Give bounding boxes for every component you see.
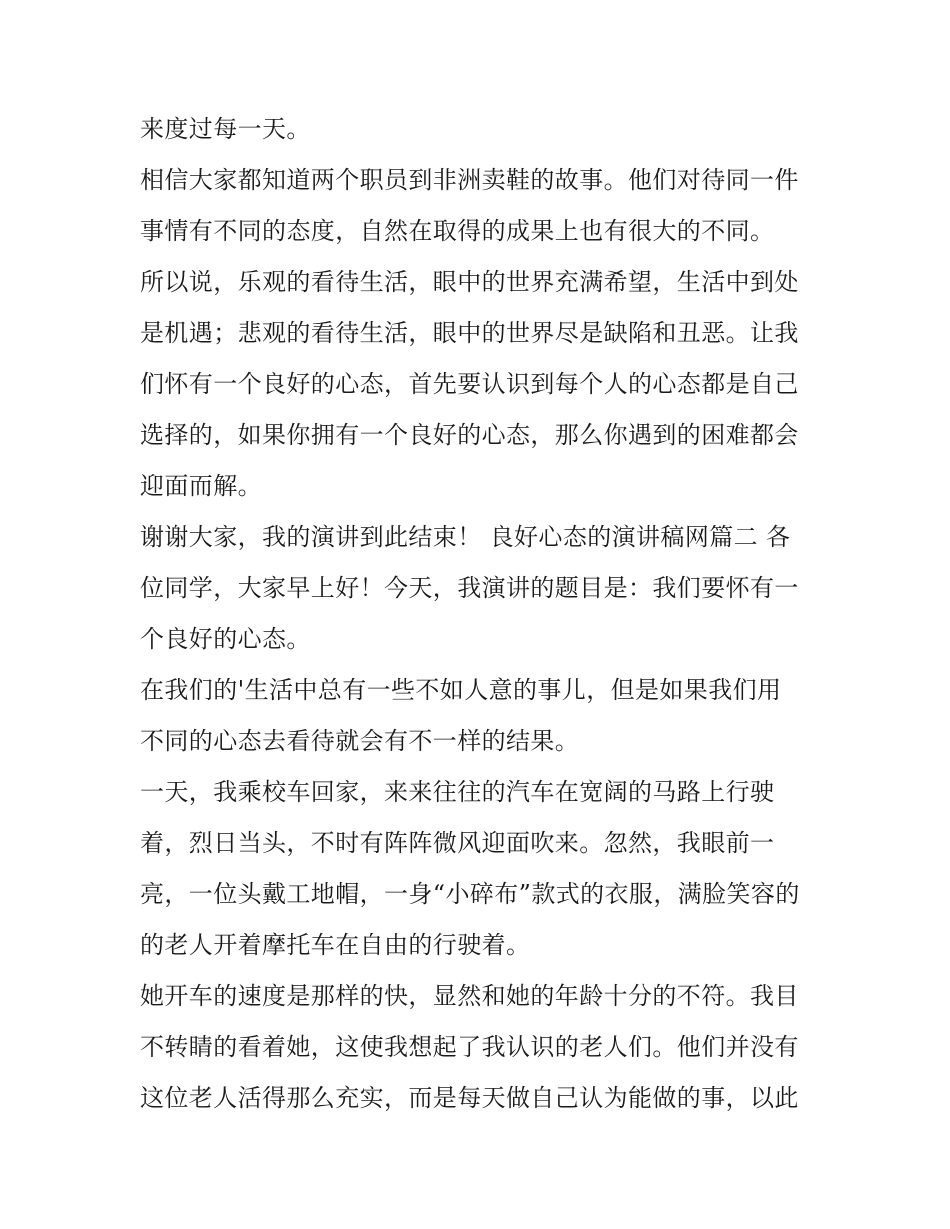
text-line: 一天，我乘校车回家，来来往往的汽车在宽阔的马路上行驶: [140, 778, 775, 806]
text-line: 着，烈日当头，不时有阵阵微风迎面吹来。忽然，我眼前一: [140, 829, 775, 857]
text-line: 亮，一位头戴工地帽，一身“小碎布”款式的衣服，满脸笑容的: [140, 880, 800, 908]
text-line: 所以说，乐观的看待生活，眼中的世界充满希望，生活中到处: [140, 268, 799, 296]
text-line: 相信大家都知道两个职员到非洲卖鞋的故事。他们对待同一件: [140, 166, 799, 194]
text-line: 在我们的'生活中总有一些不如人意的事儿，但是如果我们用: [140, 676, 782, 704]
text-line: 个良好的心态。: [140, 625, 311, 653]
text-line: 这位老人活得那么充实，而是每天做自己认为能做的事，以此: [140, 1084, 799, 1112]
text-line: 位同学，大家早上好！今天，我演讲的题目是：我们要怀有一: [140, 574, 799, 602]
text-line: 不转睛的看着她，这使我想起了我认识的老人们。他们并没有: [140, 1033, 799, 1061]
text-line: 她开车的速度是那样的快，显然和她的年龄十分的不符。我目: [140, 982, 799, 1010]
text-line: 谢谢大家，我的演讲到此结束！ 良好心态的演讲稿网篇二 各: [140, 523, 791, 551]
text-line: 迎面而解。: [140, 472, 262, 500]
text-line: 来度过每一天。: [140, 115, 311, 143]
text-line: 不同的心态去看待就会有不一样的结果。: [140, 727, 580, 755]
text-line: 们怀有一个良好的心态，首先要认识到每个人的心态都是自己: [140, 370, 799, 398]
document-body: [140, 104, 820, 1124]
text-line: 选择的，如果你拥有一个良好的心态，那么你遇到的困难都会: [140, 421, 799, 449]
text-line: 是机遇；悲观的看待生活，眼中的世界尽是缺陷和丑恶。让我: [140, 319, 799, 347]
text-line: 事情有不同的态度，自然在取得的成果上也有很大的不同。: [140, 217, 775, 245]
text-line: 的老人开着摩托车在自由的行驶着。: [140, 931, 531, 959]
